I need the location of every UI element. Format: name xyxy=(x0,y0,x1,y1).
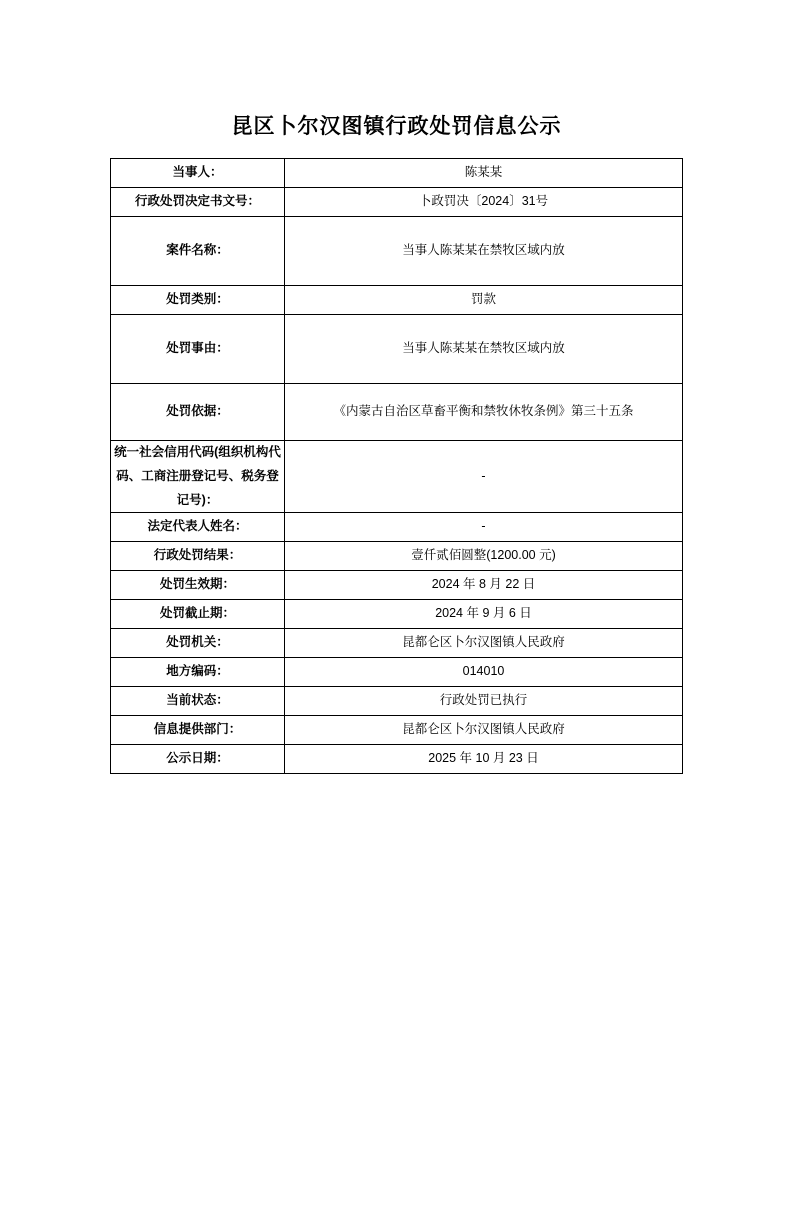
table-row xyxy=(111,513,683,542)
row-label: 当事人： xyxy=(111,159,285,188)
table-row xyxy=(111,542,683,571)
row-value: 陈某某 xyxy=(285,159,683,188)
row-label: 法定代表人姓名： xyxy=(111,513,285,542)
row-value: 014010 xyxy=(285,658,683,687)
table-row xyxy=(111,384,683,441)
row-value: 昆都仑区卜尔汉图镇人民政府 xyxy=(285,716,683,745)
row-value: 2024 年 9 月 6 日 xyxy=(285,600,683,629)
row-label: 处罚依据： xyxy=(111,384,285,441)
table-row xyxy=(111,159,683,188)
document-page xyxy=(0,110,793,1232)
row-value: 当事人陈某某在禁牧区域内放 xyxy=(285,315,683,384)
row-label: 行政处罚结果： xyxy=(111,542,285,571)
row-label: 处罚机关： xyxy=(111,629,285,658)
page-title: 昆区卜尔汉图镇行政处罚信息公示 xyxy=(231,115,562,138)
row-value: 当事人陈某某在禁牧区域内放 xyxy=(285,217,683,286)
row-value: 2025 年 10 月 23 日 xyxy=(285,745,683,774)
row-label: 处罚类别： xyxy=(111,286,285,315)
row-label: 处罚生效期： xyxy=(111,571,285,600)
row-value: 壹仟贰佰圆整(1200.00 元) xyxy=(285,542,683,571)
row-label: 当前状态： xyxy=(111,687,285,716)
row-value: 行政处罚已执行 xyxy=(285,687,683,716)
table-row xyxy=(111,658,683,687)
row-label: 地方编码： xyxy=(111,658,285,687)
penalty-info-table-body xyxy=(111,159,683,774)
row-value: 罚款 xyxy=(285,286,683,315)
row-label: 行政处罚决定书文号： xyxy=(111,188,285,217)
table-row xyxy=(111,315,683,384)
row-label: 统一社会信用代码(组织机构代码、工商注册登记号、税务登记号)： xyxy=(111,441,285,513)
table-row xyxy=(111,600,683,629)
row-label: 处罚事由： xyxy=(111,315,285,384)
row-value: 卜政罚决〔2024〕31号 xyxy=(285,188,683,217)
table-row xyxy=(111,286,683,315)
penalty-info-table xyxy=(110,158,683,774)
table-row xyxy=(111,571,683,600)
row-label: 案件名称： xyxy=(111,217,285,286)
table-row xyxy=(111,217,683,286)
table-row xyxy=(111,188,683,217)
table-row xyxy=(111,629,683,658)
row-label: 信息提供部门： xyxy=(111,716,285,745)
row-value: 昆都仑区卜尔汉图镇人民政府 xyxy=(285,629,683,658)
table-row xyxy=(111,745,683,774)
row-label: 处罚截止期： xyxy=(111,600,285,629)
row-value: - xyxy=(285,441,683,513)
row-label: 公示日期： xyxy=(111,745,285,774)
row-value: 《内蒙古自治区草畜平衡和禁牧休牧条例》第三十五条 xyxy=(285,384,683,441)
row-value: 2024 年 8 月 22 日 xyxy=(285,571,683,600)
table-row xyxy=(111,687,683,716)
row-value: - xyxy=(285,513,683,542)
table-row xyxy=(111,441,683,513)
table-row xyxy=(111,716,683,745)
